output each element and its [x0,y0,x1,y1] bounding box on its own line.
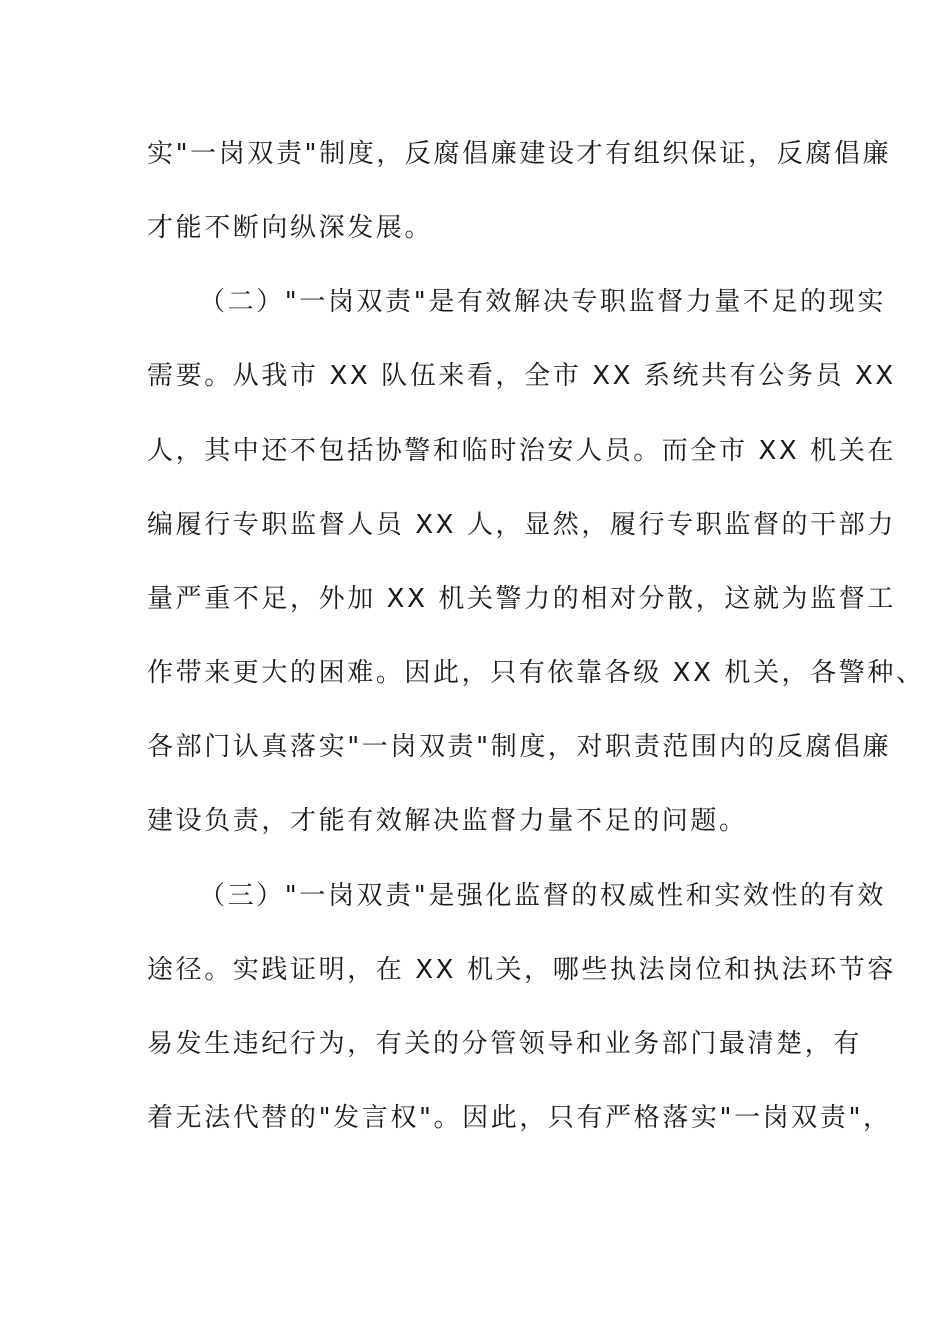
text-line: 作带来更大的困难。因此，只有依靠各级 XX 机关，各警种、 [147,658,925,688]
text-line: 量严重不足，外加 XX 机关警力的相对分散，这就为监督工 [147,584,896,614]
text-line: 需要。从我市 XX 队伍来看，全市 XX 系统共有公务员 XX [147,361,896,391]
text-line: 实"一岗双责"制度，反腐倡廉建设才有组织保证，反腐倡廉 [147,139,892,169]
text-line: 途径。实践证明，在 XX 机关，哪些执法岗位和执法环节容 [147,955,896,985]
text-line: 才能不断向纵深发展。 [147,213,434,243]
text-line: 各部门认真落实"一岗双责"制度，对职责范围内的反腐倡廉 [147,732,892,762]
text-line: 编履行专职监督人员 XX 人，显然，履行专职监督的干部力 [147,510,896,540]
text-line: 人，其中还不包括协警和临时治安人员。而全市 XX 机关在 [147,436,896,466]
section-heading-line: （二）"一岗双责"是有效解决专职监督力量不足的现实 [199,287,886,317]
text-line: 着无法代替的"发言权"。因此，只有严格落实"一岗双责"， [147,1103,892,1133]
text-line: 建设负责，才能有效解决监督力量不足的问题。 [147,806,748,836]
section-heading-line: （三）"一岗双责"是强化监督的权威性和实效性的有效 [199,881,886,911]
text-line: 易发生违纪行为，有关的分管领导和业务部门最清楚，有 [147,1029,863,1059]
